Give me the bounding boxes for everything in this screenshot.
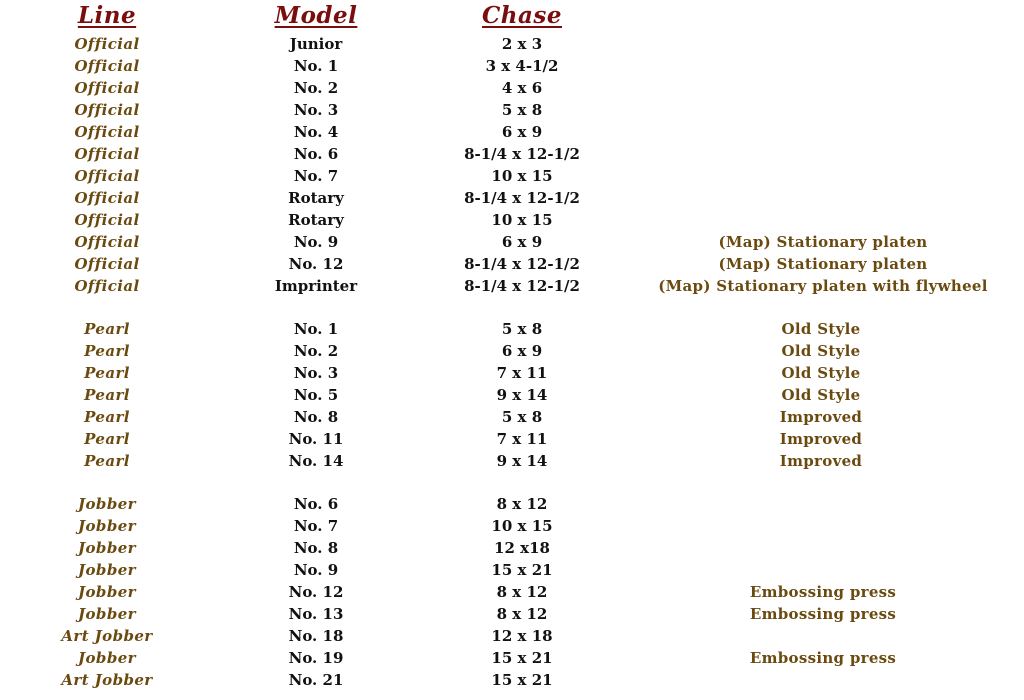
table-row [0, 318, 1024, 340]
cell-chase: 8-1/4 x 12-1/2 [464, 189, 580, 207]
table-row [0, 275, 1024, 297]
cell-model: No. 7 [293, 167, 339, 185]
cell-note: Embossing press [749, 605, 897, 623]
cell-line: Official [74, 35, 140, 53]
header-chase: Chase [481, 2, 563, 29]
table-row [0, 669, 1024, 691]
table-row [0, 603, 1024, 625]
cell-line: Official [74, 145, 140, 163]
cell-note: Old Style [781, 386, 861, 404]
cell-model: No. 21 [288, 671, 344, 689]
cell-line: Official [74, 211, 140, 229]
cell-model: No. 4 [293, 123, 339, 141]
cell-line: Pearl [84, 430, 130, 448]
cell-line: Pearl [84, 386, 130, 404]
cell-model: No. 8 [293, 539, 339, 557]
cell-chase: 7 x 11 [496, 430, 548, 448]
cell-chase: 9 x 14 [496, 452, 548, 470]
cell-line: Official [74, 57, 140, 75]
cell-line: Art Jobber [61, 671, 153, 689]
cell-chase: 6 x 9 [501, 233, 543, 251]
cell-chase: 12 x18 [494, 539, 550, 557]
cell-chase: 5 x 8 [501, 320, 543, 338]
cell-line: Official [74, 167, 140, 185]
table-row [0, 340, 1024, 362]
cell-line: Jobber [78, 605, 136, 623]
cell-chase: 10 x 15 [491, 167, 553, 185]
cell-line: Official [74, 101, 140, 119]
cell-line: Pearl [84, 342, 130, 360]
cell-chase: 2 x 3 [501, 35, 543, 53]
cell-chase: 6 x 9 [501, 123, 543, 141]
header-line: Line [77, 2, 137, 29]
cell-line: Art Jobber [61, 627, 153, 645]
table-row [0, 165, 1024, 187]
cell-model: No. 12 [288, 583, 344, 601]
table-row [0, 99, 1024, 121]
cell-line: Jobber [78, 495, 136, 513]
cell-model: No. 13 [288, 605, 344, 623]
cell-line: Official [74, 255, 140, 273]
table-row [0, 209, 1024, 231]
cell-model: No. 1 [293, 320, 339, 338]
table-row [0, 647, 1024, 669]
table-row [0, 450, 1024, 472]
table-row [0, 406, 1024, 428]
cell-note: (Map) Stationary platen [718, 255, 928, 273]
cell-line: Official [74, 123, 140, 141]
table-row [0, 33, 1024, 55]
cell-chase: 7 x 11 [496, 364, 548, 382]
table-row [0, 77, 1024, 99]
cell-model: No. 18 [288, 627, 344, 645]
table-row [0, 515, 1024, 537]
cell-model: No. 3 [293, 101, 339, 119]
cell-line: Jobber [78, 517, 136, 535]
cell-model: Junior [289, 35, 343, 53]
cell-chase: 10 x 15 [491, 517, 553, 535]
cell-line: Jobber [78, 539, 136, 557]
cell-model: Rotary [288, 189, 344, 207]
cell-line: Pearl [84, 320, 130, 338]
cell-model: No. 9 [293, 561, 339, 579]
cell-chase: 5 x 8 [501, 101, 543, 119]
table-row [0, 253, 1024, 275]
cell-model: No. 2 [293, 79, 339, 97]
table-row [0, 537, 1024, 559]
table-row [0, 362, 1024, 384]
cell-line: Jobber [78, 649, 136, 667]
cell-line: Official [74, 189, 140, 207]
table-row [0, 187, 1024, 209]
table-row [0, 121, 1024, 143]
cell-chase: 8 x 12 [496, 495, 548, 513]
cell-chase: 15 x 21 [491, 649, 553, 667]
cell-line: Jobber [78, 561, 136, 579]
cell-model: Rotary [288, 211, 344, 229]
table-row [0, 428, 1024, 450]
cell-note: Improved [779, 452, 863, 470]
cell-chase: 8 x 12 [496, 583, 548, 601]
table-row [0, 143, 1024, 165]
table-row [0, 384, 1024, 406]
cell-line: Official [74, 79, 140, 97]
cell-chase: 15 x 21 [491, 561, 553, 579]
cell-model: No. 5 [293, 386, 339, 404]
cell-note: Embossing press [749, 649, 897, 667]
cell-note: Improved [779, 408, 863, 426]
cell-model: No. 14 [288, 452, 344, 470]
cell-line: Pearl [84, 364, 130, 382]
cell-chase: 12 x 18 [491, 627, 553, 645]
table-header [0, 0, 1024, 34]
cell-chase: 8 x 12 [496, 605, 548, 623]
cell-model: No. 19 [288, 649, 344, 667]
table-row [0, 231, 1024, 253]
cell-note: Old Style [781, 342, 861, 360]
header-model: Model [274, 2, 358, 29]
cell-note: Improved [779, 430, 863, 448]
cell-model: No. 11 [288, 430, 344, 448]
cell-model: No. 9 [293, 233, 339, 251]
cell-note: Old Style [781, 320, 861, 338]
cell-chase: 4 x 6 [501, 79, 543, 97]
cell-chase: 15 x 21 [491, 671, 553, 689]
cell-model: No. 3 [293, 364, 339, 382]
cell-model: Imprinter [274, 277, 358, 295]
cell-model: No. 6 [293, 495, 339, 513]
table-row [0, 625, 1024, 647]
cell-chase: 9 x 14 [496, 386, 548, 404]
cell-chase: 6 x 9 [501, 342, 543, 360]
cell-line: Official [74, 277, 140, 295]
table-row [0, 581, 1024, 603]
table-row [0, 55, 1024, 77]
cell-line: Official [74, 233, 140, 251]
cell-note: Embossing press [749, 583, 897, 601]
cell-model: No. 2 [293, 342, 339, 360]
cell-note: (Map) Stationary platen with flywheel [658, 277, 988, 295]
cell-model: No. 1 [293, 57, 339, 75]
cell-note: (Map) Stationary platen [718, 233, 928, 251]
cell-chase: 10 x 15 [491, 211, 553, 229]
cell-model: No. 7 [293, 517, 339, 535]
cell-note: Old Style [781, 364, 861, 382]
cell-model: No. 6 [293, 145, 339, 163]
cell-line: Jobber [78, 583, 136, 601]
cell-model: No. 8 [293, 408, 339, 426]
table-row [0, 559, 1024, 581]
cell-chase: 8-1/4 x 12-1/2 [464, 277, 580, 295]
cell-chase: 8-1/4 x 12-1/2 [464, 255, 580, 273]
cell-line: Pearl [84, 408, 130, 426]
cell-chase: 8-1/4 x 12-1/2 [464, 145, 580, 163]
table-row [0, 493, 1024, 515]
cell-model: No. 12 [288, 255, 344, 273]
cell-chase: 5 x 8 [501, 408, 543, 426]
cell-chase: 3 x 4-1/2 [485, 57, 559, 75]
cell-line: Pearl [84, 452, 130, 470]
